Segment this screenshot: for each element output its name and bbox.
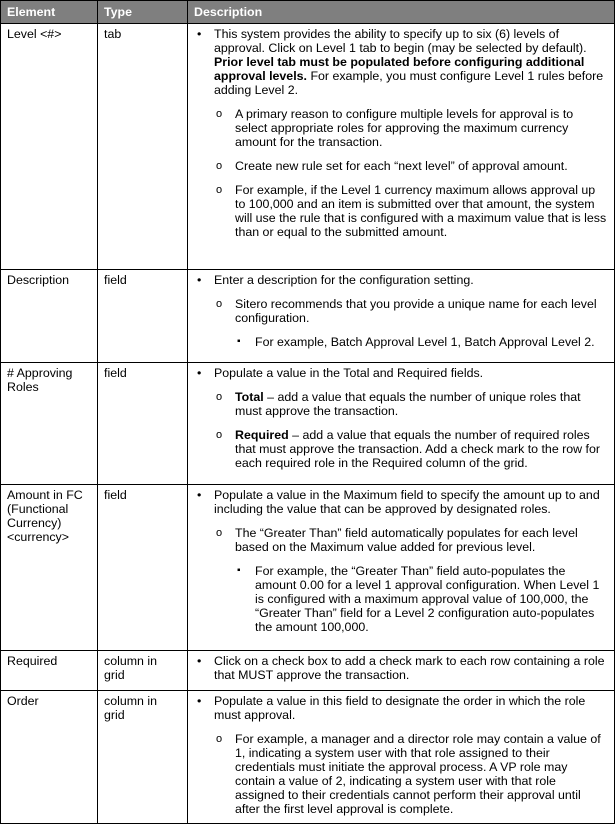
table-row-level	[1, 24, 615, 270]
sub-list	[214, 297, 608, 349]
bullet-list	[194, 654, 608, 682]
sub-list-item: o For example, if the Level 1 currency maximum allows approval up to 100,000 and an item is submitted over that amount, the system will use the rule that is configured with a maximum value that is less than or equal to the submitted amount.	[214, 183, 608, 239]
bullet-list	[194, 366, 608, 470]
table-row-approving-roles	[1, 363, 615, 485]
total-label: Total	[235, 390, 264, 404]
cell-element: Level <#>	[1, 24, 98, 270]
list-item	[194, 488, 608, 634]
sub-list	[214, 390, 608, 470]
list-item: • Click on a check box to add a check mark to each row containing a role that MUST approve the transaction.	[194, 654, 608, 682]
cell-type: tab	[98, 24, 188, 270]
sub-list-item: o A primary reason to configure multiple levels for approval is to select appropriate roles for approving the maximum currency amount for the transaction.	[214, 107, 608, 149]
sub-list-item: o Create new rule set for each “next level” of approval amount.	[214, 159, 608, 173]
bullet-text: Populate a value in this field to designate the order in which the role must approval.	[214, 694, 586, 722]
bullet-text: Populate a value in the Total and Required fields.	[214, 366, 484, 380]
header-element: Element	[1, 1, 98, 24]
bullet-text: This system provides the ability to specify up to six (6) levels of approval. Click on Level 1 tab to begin (may be selected by default).	[214, 27, 587, 55]
bullet-list	[194, 694, 608, 816]
cell-element: Description	[1, 270, 98, 363]
sub-list	[214, 526, 608, 634]
required-label: Required	[235, 428, 289, 442]
sub-list-item	[214, 428, 608, 470]
required-text: – add a value that equals the number of required roles that must approve the transaction. Add a check mark to the row for each required role in the Required column of the grid.	[235, 428, 601, 470]
table-row-required	[1, 651, 615, 691]
cell-element: Amount in FC (Functional Currency) <currency>	[1, 485, 98, 651]
cell-type: field	[98, 270, 188, 363]
table-row-amount	[1, 485, 615, 651]
sub-list-item	[214, 297, 608, 349]
bullet-bold-text: Prior level tab must be populated before configuring additional approval levels.	[214, 55, 585, 83]
bullet-text: Populate a value in the Maximum field to specify the amount up to and including the value that can be approved by designated roles.	[214, 488, 600, 516]
sub-item-text: Sitero recommends that you provide a unique name for each level configuration.	[235, 297, 597, 325]
sub-list-item: o For example, a manager and a director role may contain a value of 1, indicating a system user with that role assigned to their credentials must initiate the approval process. A VP role may contain a value of 2, indicating a system user with that role assigned to their credentials cannot perform their approval until after the first level approval is complete.	[214, 732, 608, 816]
sub-sub-list-item: ▪ For example, Batch Approval Level 1, Batch Approval Level 2.	[235, 335, 608, 349]
list-item	[194, 366, 608, 470]
cell-description	[188, 363, 615, 485]
cell-type: column in grid	[98, 651, 188, 691]
bullet-list	[194, 488, 608, 634]
sub-list-item	[214, 526, 608, 634]
table-row-order	[1, 691, 615, 824]
list-item	[194, 27, 608, 239]
sub-sub-list	[235, 335, 608, 349]
sub-item-text: The “Greater Than” field automatically populates for each level based on the Maximum value added for previous level.	[235, 526, 578, 554]
sub-list-item	[214, 390, 608, 418]
cell-element: Required	[1, 651, 98, 691]
cell-type: field	[98, 485, 188, 651]
sub-list	[214, 107, 608, 239]
list-item	[194, 273, 608, 349]
bullet-tail-text: For example, you must configure Level 1 rules before adding Level 2.	[214, 69, 604, 97]
table-row-description	[1, 270, 615, 363]
cell-description	[188, 485, 615, 651]
cell-element: # Approving Roles	[1, 363, 98, 485]
header-description: Description	[188, 1, 615, 24]
cell-description	[188, 270, 615, 363]
sub-list	[214, 732, 608, 816]
sub-sub-list-item: ▪ For example, the “Greater Than” field auto-populates the amount 0.00 for a level 1 approval configuration. When Level 1 is configured with a maximum approval value of 100,000, the “Greater Than” field for a Level 2 configuration auto-populates the amount 100,000.	[235, 564, 608, 634]
bullet-text: Enter a description for the configuration setting.	[214, 273, 474, 287]
bullet-list	[194, 273, 608, 349]
header-type: Type	[98, 1, 188, 24]
total-text: – add a value that equals the number of unique roles that must approve the transaction.	[235, 390, 581, 418]
bullet-list	[194, 27, 608, 239]
cell-type: column in grid	[98, 691, 188, 824]
cell-type: field	[98, 363, 188, 485]
cell-element: Order	[1, 691, 98, 824]
cell-description	[188, 651, 615, 691]
cell-description	[188, 691, 615, 824]
cell-description	[188, 24, 615, 270]
list-item	[194, 694, 608, 816]
table-header-row	[1, 1, 615, 24]
sub-sub-list	[235, 564, 608, 634]
